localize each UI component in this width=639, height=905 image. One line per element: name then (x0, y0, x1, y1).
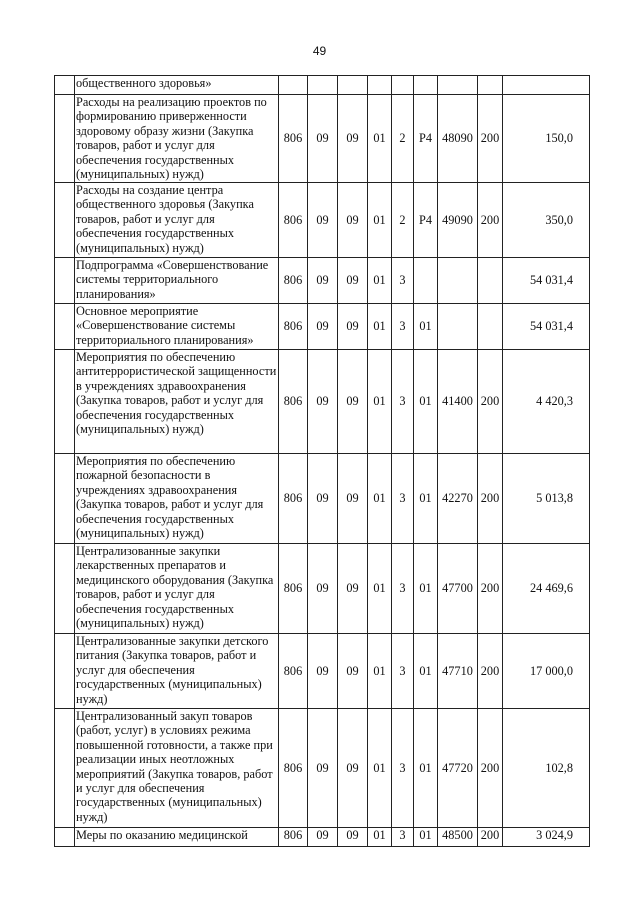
event-code: 01 (414, 634, 438, 709)
section-code: 09 (308, 544, 338, 634)
subprogram-code: 3 (392, 634, 414, 709)
row-description: Мероприятия по обеспечению пожарной безопасности в учреждениях здравоохранения (Закупка товаров, работ и услуг для обеспечения государственных (муниципальных) нужд) (75, 454, 279, 544)
expense-type-code: 200 (478, 828, 503, 847)
event-code: 01 (414, 454, 438, 544)
table-row (55, 304, 590, 350)
program-code: 01 (368, 454, 392, 544)
program-code: 01 (368, 304, 392, 350)
row-description: Расходы на создание центра общественного здоровья (Закупка товаров, работ и услуг для обеспечения государственных (муниципальных) нужд) (75, 183, 279, 258)
subprogram-code: 3 (392, 709, 414, 828)
subprogram-code: 3 (392, 544, 414, 634)
row-number-cell (55, 454, 75, 544)
subprogram-code: 2 (392, 183, 414, 258)
expense-type-code: 200 (478, 544, 503, 634)
direction-code (438, 76, 478, 95)
subprogram-code: 3 (392, 454, 414, 544)
row-amount: 54 031,4 (503, 304, 590, 350)
program-code (368, 76, 392, 95)
subsection-code: 09 (338, 634, 368, 709)
program-code: 01 (368, 350, 392, 454)
row-number-cell (55, 95, 75, 183)
event-code: 01 (414, 304, 438, 350)
subsection-code: 09 (338, 258, 368, 304)
subprogram-code: 2 (392, 95, 414, 183)
table-row (55, 76, 590, 95)
program-code: 01 (368, 183, 392, 258)
direction-code: 41400 (438, 350, 478, 454)
expense-type-code: 200 (478, 350, 503, 454)
row-amount: 3 024,9 (503, 828, 590, 847)
row-amount: 102,8 (503, 709, 590, 828)
expense-type-code (478, 304, 503, 350)
event-code: 01 (414, 709, 438, 828)
direction-code: 47720 (438, 709, 478, 828)
section-code: 09 (308, 454, 338, 544)
ministry-code: 806 (279, 828, 308, 847)
expense-type-code (478, 76, 503, 95)
row-number-cell (55, 258, 75, 304)
row-number-cell (55, 76, 75, 95)
row-amount: 350,0 (503, 183, 590, 258)
row-number-cell (55, 634, 75, 709)
direction-code: 48090 (438, 95, 478, 183)
event-code: 01 (414, 828, 438, 847)
subprogram-code: 3 (392, 258, 414, 304)
section-code: 09 (308, 304, 338, 350)
program-code: 01 (368, 709, 392, 828)
row-amount: 4 420,3 (503, 350, 590, 454)
section-code: 09 (308, 95, 338, 183)
direction-code: 42270 (438, 454, 478, 544)
row-amount: 17 000,0 (503, 634, 590, 709)
table-row (55, 709, 590, 828)
subprogram-code: 3 (392, 350, 414, 454)
budget-table (54, 75, 590, 847)
row-amount (503, 76, 590, 95)
subsection-code: 09 (338, 183, 368, 258)
program-code: 01 (368, 828, 392, 847)
ministry-code: 806 (279, 634, 308, 709)
table-row (55, 634, 590, 709)
row-description: Централизованные закупки лекарственных препаратов и медицинского оборудования (Закупка товаров, работ и услуг для обеспечения государственных (муниципальных) нужд) (75, 544, 279, 634)
section-code: 09 (308, 634, 338, 709)
direction-code (438, 258, 478, 304)
ministry-code (279, 76, 308, 95)
table-row (55, 183, 590, 258)
ministry-code: 806 (279, 709, 308, 828)
section-code: 09 (308, 828, 338, 847)
section-code: 09 (308, 183, 338, 258)
subsection-code: 09 (338, 544, 368, 634)
row-description: Меры по оказанию медицинской (75, 828, 279, 847)
row-amount: 24 469,6 (503, 544, 590, 634)
direction-code: 49090 (438, 183, 478, 258)
subsection-code: 09 (338, 709, 368, 828)
ministry-code: 806 (279, 95, 308, 183)
section-code: 09 (308, 709, 338, 828)
row-number-cell (55, 350, 75, 454)
event-code (414, 258, 438, 304)
program-code: 01 (368, 258, 392, 304)
ministry-code: 806 (279, 258, 308, 304)
ministry-code: 806 (279, 304, 308, 350)
expense-type-code: 200 (478, 709, 503, 828)
ministry-code: 806 (279, 544, 308, 634)
row-number-cell (55, 183, 75, 258)
row-number-cell (55, 304, 75, 350)
direction-code: 47700 (438, 544, 478, 634)
program-code: 01 (368, 544, 392, 634)
row-number-cell (55, 544, 75, 634)
row-description: Расходы на реализацию проектов по формированию приверженности здоровому образу жизни (Закупка товаров, работ и услуг для обеспечения государственных (муниципальных) нужд) (75, 95, 279, 183)
row-amount: 54 031,4 (503, 258, 590, 304)
event-code (414, 76, 438, 95)
expense-type-code: 200 (478, 95, 503, 183)
ministry-code: 806 (279, 350, 308, 454)
program-code: 01 (368, 634, 392, 709)
row-number-cell (55, 828, 75, 847)
program-code: 01 (368, 95, 392, 183)
subprogram-code (392, 76, 414, 95)
direction-code: 47710 (438, 634, 478, 709)
row-description: Подпрограмма «Совершенствование системы территориального планирования» (75, 258, 279, 304)
section-code (308, 76, 338, 95)
page-number: 49 (312, 44, 327, 58)
row-amount: 5 013,8 (503, 454, 590, 544)
table-row (55, 258, 590, 304)
event-code: 01 (414, 544, 438, 634)
table-row (55, 454, 590, 544)
table-row (55, 95, 590, 183)
row-number-cell (55, 709, 75, 828)
subprogram-code: 3 (392, 304, 414, 350)
expense-type-code: 200 (478, 634, 503, 709)
event-code: P4 (414, 95, 438, 183)
subprogram-code: 3 (392, 828, 414, 847)
row-amount: 150,0 (503, 95, 590, 183)
table-row (55, 350, 590, 454)
subsection-code: 09 (338, 95, 368, 183)
event-code: 01 (414, 350, 438, 454)
ministry-code: 806 (279, 183, 308, 258)
subsection-code: 09 (338, 350, 368, 454)
subsection-code: 09 (338, 304, 368, 350)
direction-code (438, 304, 478, 350)
row-description: Централизованный закуп товаров (работ, услуг) в условиях режима повышенной готовности, а также при реализации иных неотложных мероприятий (Закупка товаров, работ и услуг для обеспечения государственных (муниципальных) нужд) (75, 709, 279, 828)
row-description: Основное мероприятие «Совершенствование системы территориального планирования» (75, 304, 279, 350)
subsection-code: 09 (338, 454, 368, 544)
row-description: общественного здоровья» (75, 76, 279, 95)
section-code: 09 (308, 350, 338, 454)
subsection-code: 09 (338, 828, 368, 847)
section-code: 09 (308, 258, 338, 304)
direction-code: 48500 (438, 828, 478, 847)
table-row (55, 544, 590, 634)
expense-type-code (478, 258, 503, 304)
event-code: P4 (414, 183, 438, 258)
expense-type-code: 200 (478, 454, 503, 544)
row-description: Мероприятия по обеспечению антитеррористической защищенности в учреждениях здравоохранения (Закупка товаров, работ и услуг для обеспечения государственных (муниципальных) нужд) (75, 350, 279, 454)
row-description: Централизованные закупки детского питания (Закупка товаров, работ и услуг для обеспечения государственных (муниципальных) нужд) (75, 634, 279, 709)
table-row (55, 828, 590, 847)
subsection-code (338, 76, 368, 95)
expense-type-code: 200 (478, 183, 503, 258)
ministry-code: 806 (279, 454, 308, 544)
